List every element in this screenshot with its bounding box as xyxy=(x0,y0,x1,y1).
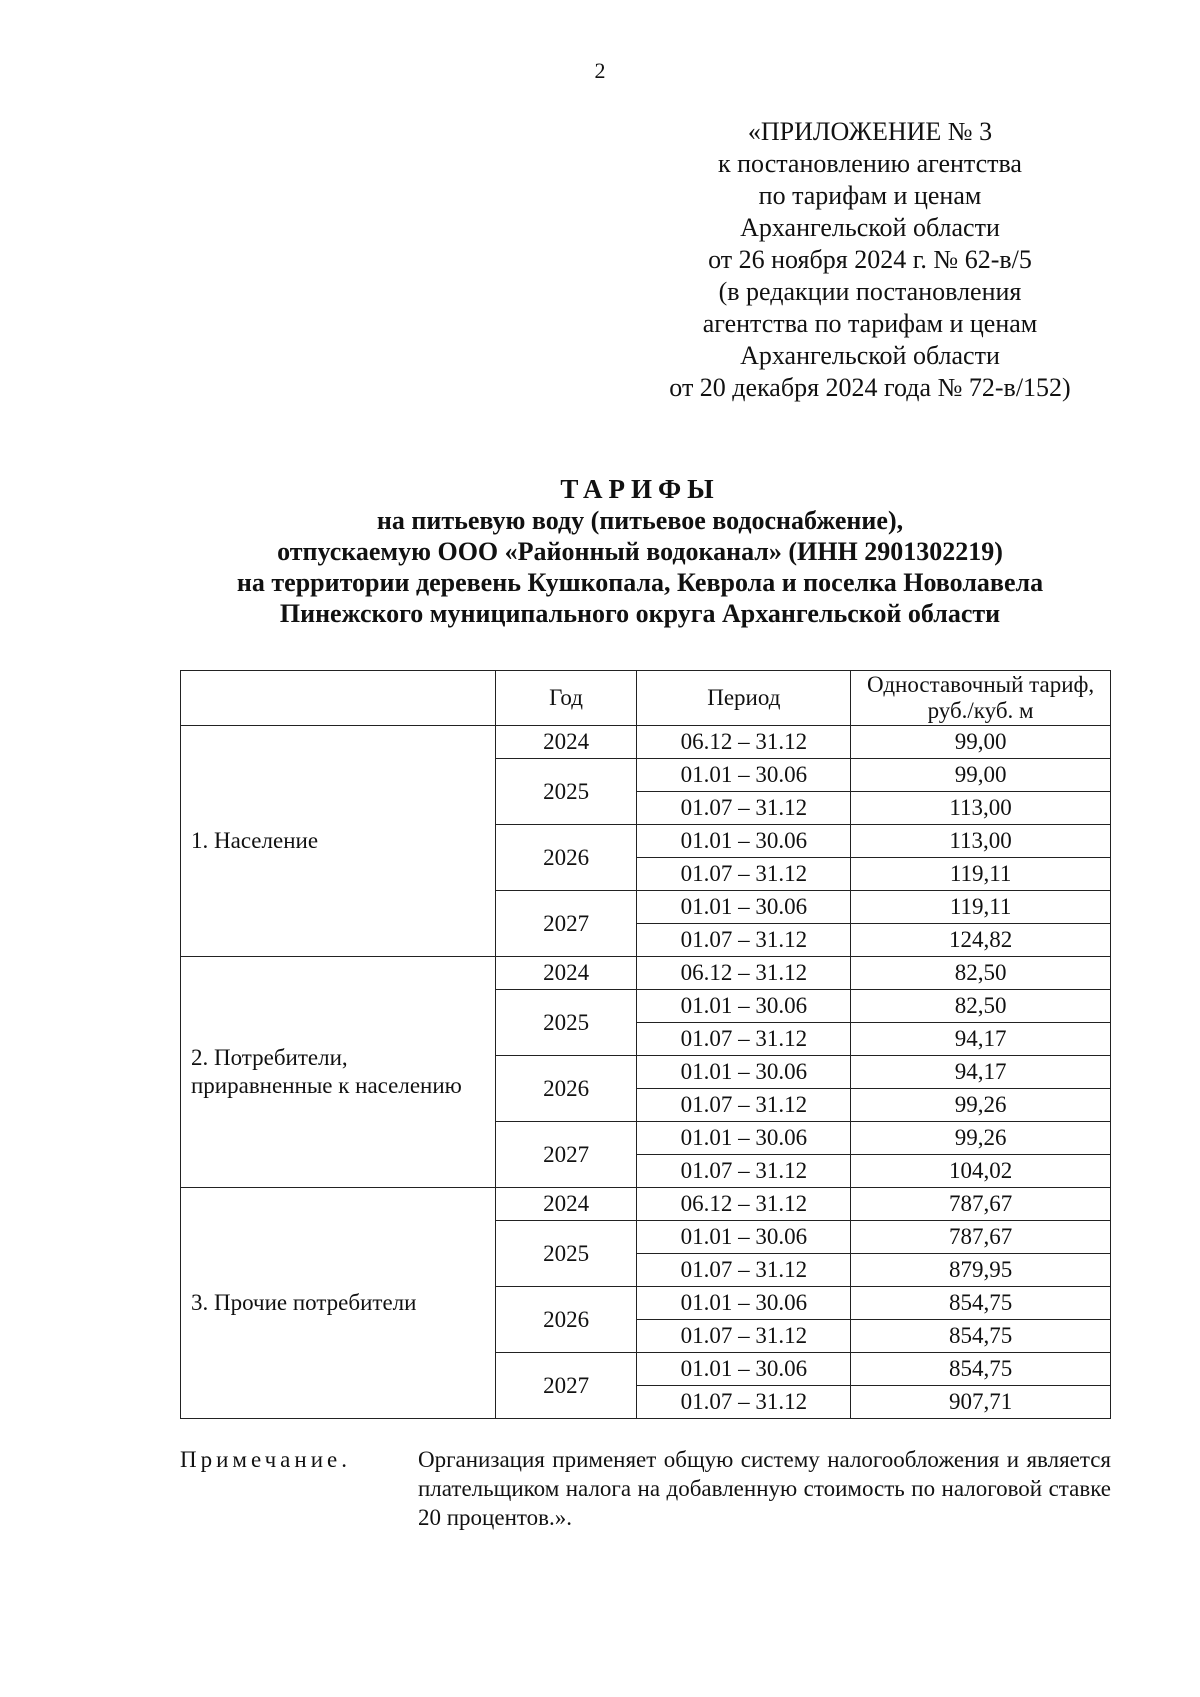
year-cell: 2024 xyxy=(495,726,637,759)
tariff-cell: 854,75 xyxy=(851,1287,1111,1320)
period-cell: 01.07 – 31.12 xyxy=(637,858,851,891)
tariff-cell: 113,00 xyxy=(851,825,1111,858)
period-cell: 01.01 – 30.06 xyxy=(637,759,851,792)
period-cell: 01.07 – 31.12 xyxy=(637,1089,851,1122)
year-cell: 2027 xyxy=(495,1122,637,1188)
note-label: Примечание. xyxy=(180,1447,351,1472)
year-cell: 2026 xyxy=(495,1287,637,1353)
title-line: отпускаемую ООО «Районный водоканал» (ИНН 2901302219) xyxy=(277,537,1003,566)
tariff-cell: 94,17 xyxy=(851,1023,1111,1056)
period-cell: 01.01 – 30.06 xyxy=(637,1287,851,1320)
tariff-cell: 94,17 xyxy=(851,1056,1111,1089)
period-cell: 06.12 – 31.12 xyxy=(637,1188,851,1221)
title-main: ТАРИФЫ xyxy=(560,474,720,504)
year-cell: 2025 xyxy=(495,1221,637,1287)
note-text: Организация применяет общую систему налогообложения и является плательщиком налога на добавленную стоимость по налоговой ставке 20 процентов.». xyxy=(418,1447,1111,1530)
year-cell: 2025 xyxy=(495,759,637,825)
period-cell: 01.07 – 31.12 xyxy=(637,1023,851,1056)
table-row xyxy=(181,957,1111,990)
tariff-cell: 99,00 xyxy=(851,759,1111,792)
period-cell: 01.01 – 30.06 xyxy=(637,1221,851,1254)
appendix-line: к постановлению агентства xyxy=(718,149,1022,178)
category-cell: 2. Потребители, приравненные к населению xyxy=(181,957,496,1188)
tariff-cell: 104,02 xyxy=(851,1155,1111,1188)
tariff-cell: 99,26 xyxy=(851,1122,1111,1155)
appendix-line: (в редакции постановления xyxy=(718,277,1022,306)
tariff-cell: 124,82 xyxy=(851,924,1111,957)
appendix-line: «ПРИЛОЖЕНИЕ № 3 xyxy=(747,117,993,146)
table-row xyxy=(181,1188,1111,1221)
tariff-cell: 82,50 xyxy=(851,957,1111,990)
period-cell: 01.07 – 31.12 xyxy=(637,1320,851,1353)
tariff-cell: 907,71 xyxy=(851,1386,1111,1419)
appendix-line: Архангельской области xyxy=(740,213,1000,242)
tariff-cell: 854,75 xyxy=(851,1353,1111,1386)
tariff-cell: 119,11 xyxy=(851,891,1111,924)
page-number: 2 xyxy=(594,58,606,83)
tariff-cell: 119,11 xyxy=(851,858,1111,891)
period-cell: 01.07 – 31.12 xyxy=(637,1254,851,1287)
tariff-cell: 854,75 xyxy=(851,1320,1111,1353)
header-category xyxy=(181,671,496,726)
period-cell: 06.12 – 31.12 xyxy=(637,957,851,990)
title-line: на питьевую воду (питьевое водоснабжение), xyxy=(376,506,904,535)
period-cell: 01.01 – 30.06 xyxy=(637,1056,851,1089)
tariff-cell: 99,00 xyxy=(851,726,1111,759)
appendix-line: Архангельской области xyxy=(740,341,1000,370)
year-cell: 2026 xyxy=(495,1056,637,1122)
category-cell: 3. Прочие потребители xyxy=(181,1188,496,1419)
period-cell: 01.01 – 30.06 xyxy=(637,1353,851,1386)
year-cell: 2027 xyxy=(495,1353,637,1419)
tariff-cell: 113,00 xyxy=(851,792,1111,825)
tariff-cell: 82,50 xyxy=(851,990,1111,1023)
period-cell: 01.01 – 30.06 xyxy=(637,825,851,858)
table-header-row xyxy=(181,671,1111,726)
year-cell: 2024 xyxy=(495,1188,637,1221)
category-cell: 1. Население xyxy=(181,726,496,957)
header-tariff: Одноставочный тариф, руб./куб. м xyxy=(851,671,1111,726)
year-cell: 2026 xyxy=(495,825,637,891)
period-cell: 01.07 – 31.12 xyxy=(637,924,851,957)
tariff-cell: 787,67 xyxy=(851,1188,1111,1221)
appendix-line: от 20 декабря 2024 года № 72-в/152) xyxy=(669,373,1071,402)
year-cell: 2024 xyxy=(495,957,637,990)
period-cell: 06.12 – 31.12 xyxy=(637,726,851,759)
tariff-cell: 879,95 xyxy=(851,1254,1111,1287)
appendix-line: от 26 ноября 2024 г. № 62-в/5 xyxy=(708,245,1032,274)
appendix-line: по тарифам и ценам xyxy=(758,181,982,210)
header-period: Период xyxy=(637,671,851,726)
year-cell: 2027 xyxy=(495,891,637,957)
title-line: Пинежского муниципального округа Архангельской области xyxy=(279,599,1001,628)
year-cell: 2025 xyxy=(495,990,637,1056)
period-cell: 01.01 – 30.06 xyxy=(637,1122,851,1155)
header-year: Год xyxy=(495,671,637,726)
table-row xyxy=(181,726,1111,759)
table-body xyxy=(181,726,1111,1419)
appendix-line: агентства по тарифам и ценам xyxy=(702,309,1038,338)
period-cell: 01.01 – 30.06 xyxy=(637,891,851,924)
period-cell: 01.07 – 31.12 xyxy=(637,792,851,825)
period-cell: 01.07 – 31.12 xyxy=(637,1155,851,1188)
title-line: на территории деревень Кушкопала, Кеврола и поселка Новолавела xyxy=(236,568,1044,597)
period-cell: 01.07 – 31.12 xyxy=(637,1386,851,1419)
tariff-table xyxy=(180,670,1111,1419)
period-cell: 01.01 – 30.06 xyxy=(637,990,851,1023)
document-title xyxy=(100,474,1180,629)
tariff-cell: 787,67 xyxy=(851,1221,1111,1254)
tariff-cell: 99,26 xyxy=(851,1089,1111,1122)
appendix-header xyxy=(640,116,1100,404)
